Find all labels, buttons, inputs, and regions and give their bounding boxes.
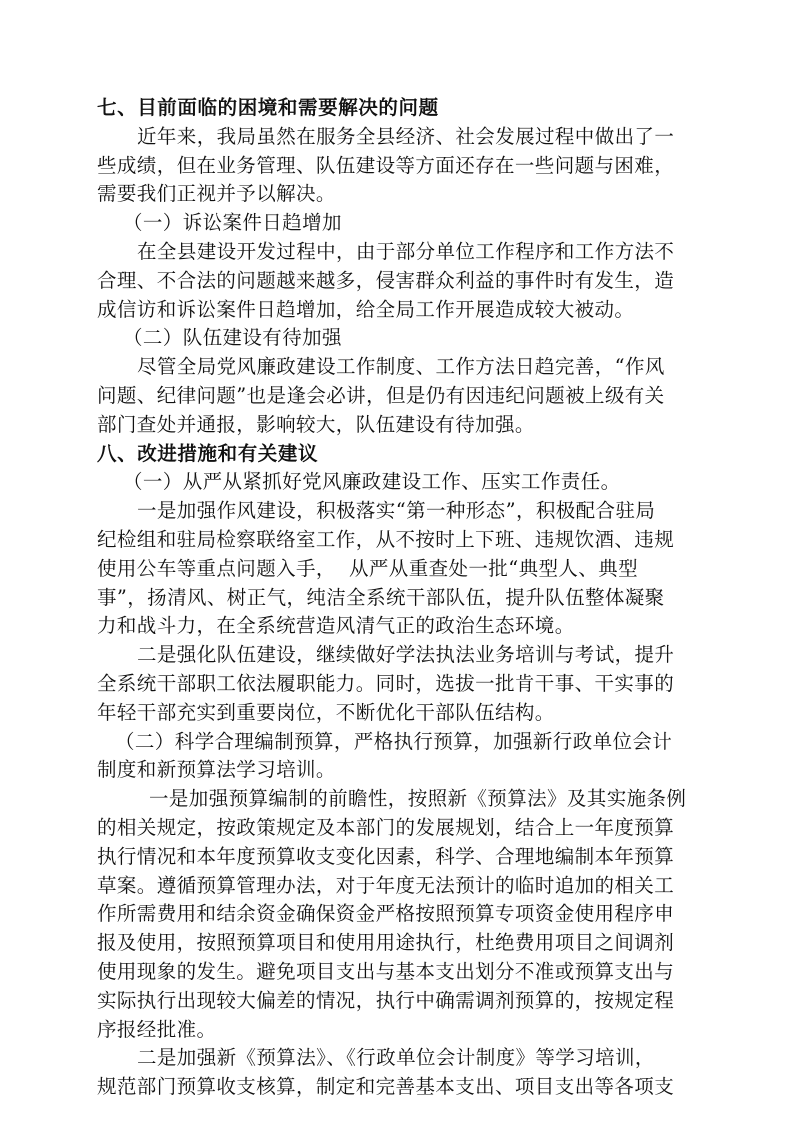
paragraph-line: 部门查处并通报，影响较大，队伍建设有待加强。 [97, 412, 535, 436]
paragraph-line: 序报经批准。 [97, 1017, 217, 1041]
paragraph-line: 报及使用，按照预算项目和使用用途执行，杜绝费用项目之间调剂 [97, 931, 675, 955]
paragraph-line: 使用公车等重点问题入手， 从严从重查处一批“典型人、典型 [97, 556, 638, 580]
paragraph-line: 实际执行出现较大偏差的情况，执行中确需调剂预算的，按规定程 [97, 988, 675, 1012]
section-heading: 七、目前面临的困境和需要解决的问题 [97, 96, 439, 119]
subsection-title: （二）队伍建设有待加强 [123, 326, 342, 350]
paragraph-line: 成信访和诉讼案件日趋增加，给全局工作开展造成较大被动。 [97, 297, 635, 321]
paragraph-line: 一是加强作风建设，积极落实“第一种形态”，积极配合驻局 [137, 499, 656, 523]
subsection-title: （二）科学合理编制预算，严格执行预算，加强新行政单位会计 [115, 729, 673, 753]
paragraph-line: 些成绩，但在业务管理、队伍建设等方面还存在一些问题与困难， [97, 153, 675, 177]
paragraph-line: 事”，扬清风、树正气，纯洁全系统干部队伍，提升队伍整体凝聚 [97, 585, 665, 609]
paragraph-line: 年轻干部充实到重要岗位，不断优化干部队伍结构。 [97, 700, 555, 724]
section-7 [97, 94, 737, 440]
paragraph-line: 规范部门预算收支核算，制定和完善基本支出、项目支出等各项支 [97, 1075, 675, 1099]
paragraph-line: 问题、纪律问题”也是逢会必讲，但是仍有因违纪问题被上级有关 [97, 383, 665, 407]
paragraph-line: 需要我们正视并予以解决。 [97, 182, 336, 206]
paragraph-line: 纪检组和驻局检察联络室工作，从不按时上下班、违规饮酒、违规 [97, 527, 675, 551]
subsection-title: 制度和新预算法学习培训。 [97, 758, 336, 782]
subsection-title: （一）从严从紧抓好党风廉政建设工作、压实工作责任。 [123, 470, 621, 494]
paragraph-line: 合理、不合法的问题越来越多，侵害群众利益的事件时有发生，造 [97, 268, 675, 292]
paragraph-line: 一是加强预算编制的前瞻性，按照新《预算法》及其实施条例 [149, 787, 687, 811]
paragraph-line: 二是加强新《预算法》、《行政单位会计制度》等学习培训， [137, 1046, 655, 1070]
paragraph-line: 近年来，我局虽然在服务全县经济、社会发展过程中做出了一 [137, 124, 675, 148]
paragraph-line: 草案。遵循预算管理办法，对于年度无法预计的临时追加的相关工 [97, 873, 675, 897]
paragraph-line: 二是强化队伍建设，继续做好学法执法业务培训与考试，提升 [137, 643, 675, 667]
subsection-title: （一）诉讼案件日趋增加 [123, 211, 342, 235]
paragraph-line: 执行情况和本年度预算收支变化因素，科学、合理地编制本年预算 [97, 844, 675, 868]
section-heading: 八、改进措施和有关建议 [97, 441, 319, 465]
paragraph-line: 作所需费用和结余资金确保资金严格按照预算专项资金使用程序申 [97, 902, 675, 926]
paragraph-line: 尽管全局党风廉政建设工作制度、工作方法日趋完善，“作风 [137, 355, 665, 379]
paragraph-line: 使用现象的发生。避免项目支出与基本支出划分不准或预算支出与 [97, 959, 675, 983]
section-8 [97, 440, 737, 1102]
paragraph-line: 力和战斗力，在全系统营造风清气正的政治生态环境。 [97, 614, 575, 638]
paragraph-line: 的相关规定，按政策规定及本部门的发展规划，结合上一年度预算 [97, 815, 675, 839]
paragraph-line: 全系统干部职工依法履职能力。同时，选拔一批肯干事、干实事的 [97, 671, 675, 695]
paragraph-line: 在全县建设开发过程中，由于部分单位工作程序和工作方法不 [137, 239, 675, 263]
